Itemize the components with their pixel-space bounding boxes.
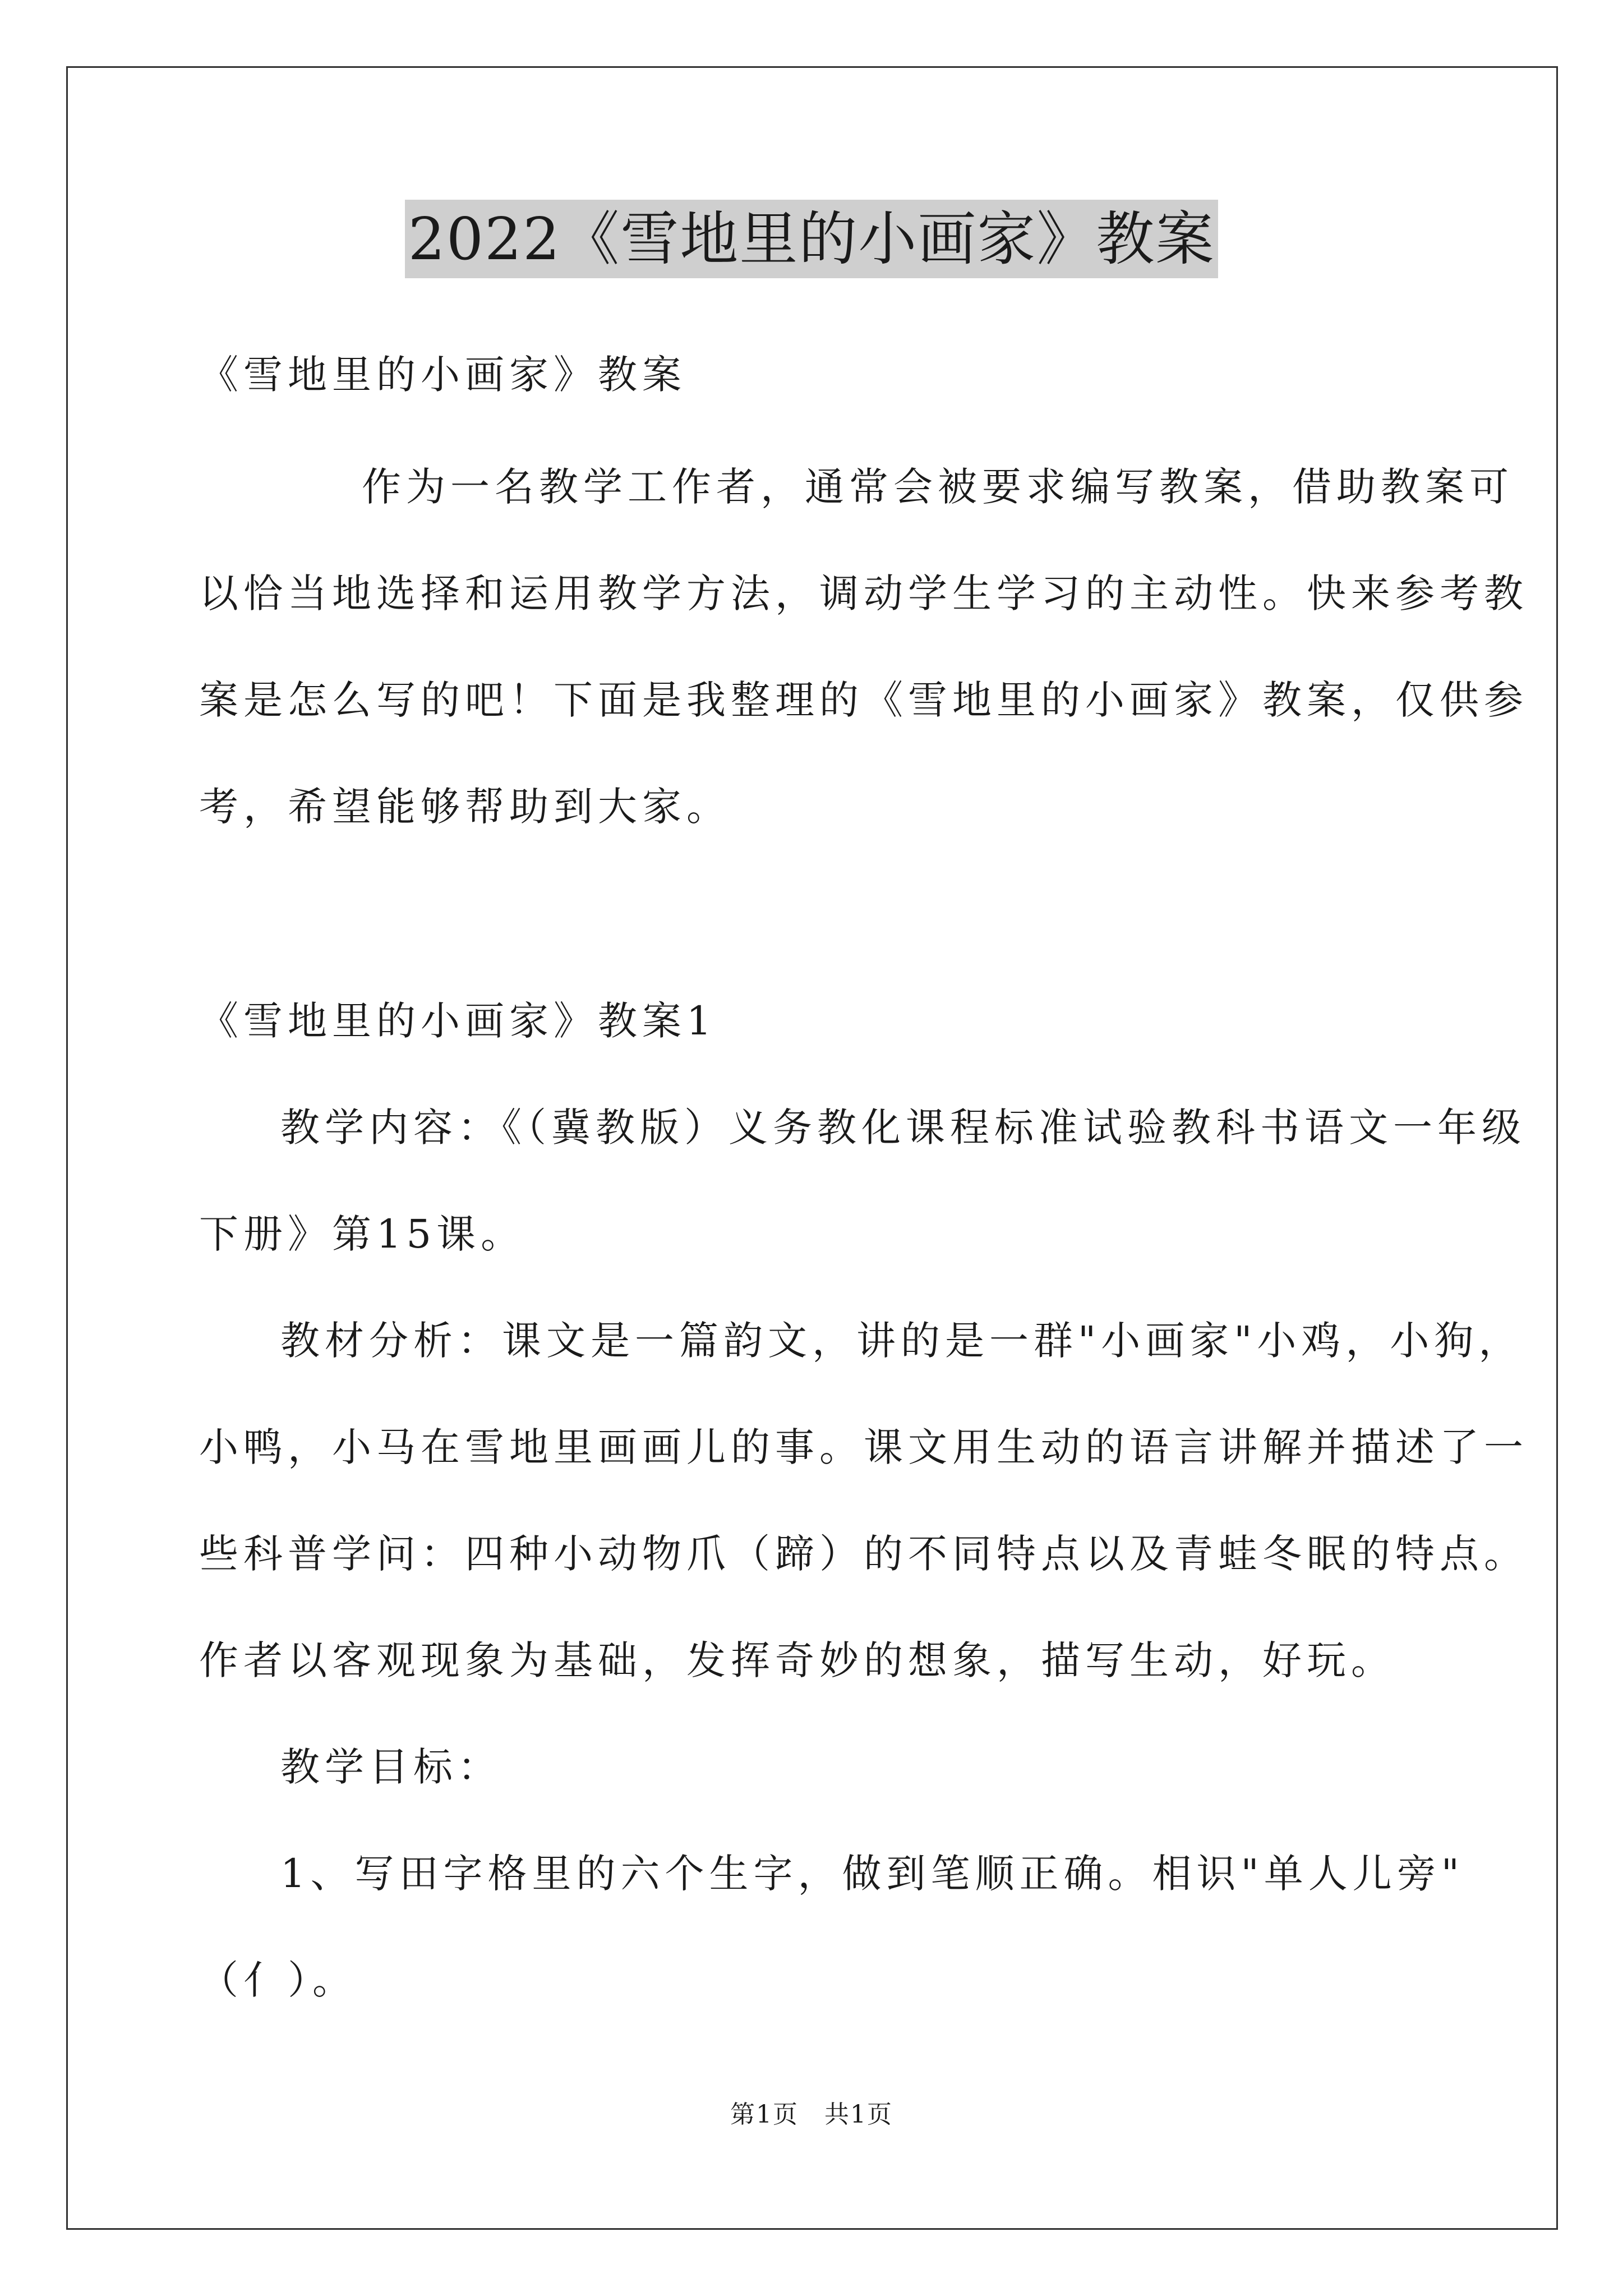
page-footer: 第1页 共1页: [730, 2100, 893, 2129]
paragraph-line: 1、写田字格里的六个生字，做到笔顺正确。相识"单人儿旁": [280, 1851, 1464, 1897]
paragraph-line: 作为一名教学工作者，通常会被要求编写教案，借助教案可: [362, 464, 1514, 510]
paragraph-line: 作者以客观现象为基础，发挥奇妙的想象，描写生动，好玩。: [199, 1637, 1395, 1683]
paragraph-line: 教材分析：课文是一篇韵文，讲的是一群"小画家"小鸡，小狗，: [280, 1318, 1523, 1364]
paragraph-line: 以恰当地选择和运用教学方法，调动学生学习的主动性。快来参考教: [199, 570, 1528, 616]
paragraph-line: 考，希望能够帮助到大家。: [199, 784, 731, 830]
paragraph-line: 小鸭，小马在雪地里画画儿的事。课文用生动的语言讲解并描述了一: [199, 1424, 1528, 1470]
paragraph-line: 案是怎么写的吧！下面是我整理的《雪地里的小画家》教案，仅供参: [199, 677, 1528, 723]
paragraph-line: 教学目标：: [280, 1744, 502, 1790]
section-heading-1: 《雪地里的小画家》教案1: [199, 998, 717, 1044]
paragraph-line: 些科普学问：四种小动物爪（蹄）的不同特点以及青蛙冬眠的特点。: [199, 1531, 1528, 1577]
paragraph-line: （亻）。: [199, 1957, 357, 2003]
paragraph-line: 教学内容：《（冀教版）义务教化课程标准试验教科书语文一年级: [280, 1105, 1526, 1151]
document-title: [0, 200, 1623, 278]
paragraph-line: 下册》第15课。: [199, 1211, 525, 1257]
section-heading-intro: 《雪地里的小画家》教案: [199, 352, 686, 398]
title-highlight: 2022《雪地里的小画家》教案: [405, 200, 1219, 278]
